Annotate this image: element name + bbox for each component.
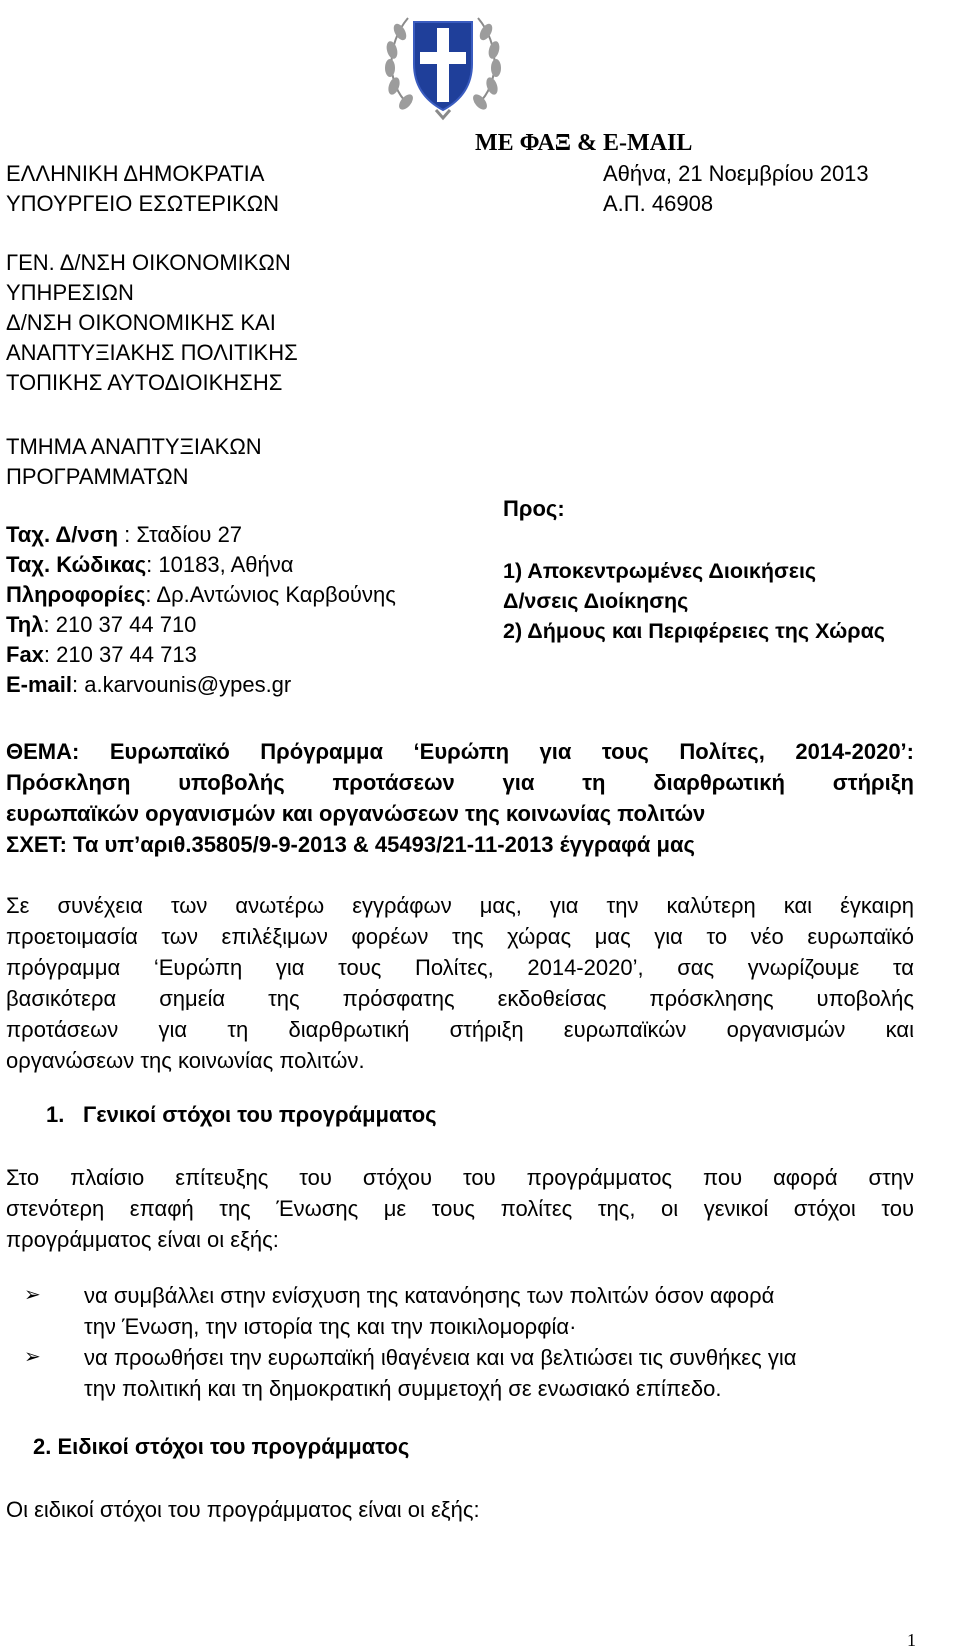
subject-reference: ΣΧΕΤ: Τα υπ’αριθ.35805/9-9-2013 & 45493/21-11-2013 έγγραφά μας [6, 832, 695, 857]
department-block [6, 248, 298, 398]
arrow-bullet-icon: ➢ [24, 1346, 41, 1368]
contact-email: E-mail: a.karvounis@ypes.gr [6, 672, 292, 697]
ministry-name: ΥΠΟΥΡΓΕΙΟ ΕΣΩΤΕΡΙΚΩΝ [6, 191, 280, 216]
bullet-text-line: να προωθήσει την ευρωπαϊκή ιθαγένεια και να βελτιώσει τις συνθήκες για [84, 1345, 797, 1370]
section1-paragraph [6, 1162, 914, 1255]
bullet-text-line: να συμβάλλει στην ενίσχυση της κατανόησης των πολιτών όσον αφορά [84, 1283, 775, 1308]
paragraph-line: προγράμματος είναι οι εξής: [6, 1227, 279, 1252]
contact-address: Ταχ. Δ/νση : Σταδίου 27 [6, 522, 243, 547]
bullet-text-line: την Ένωση, την ιστορία της και την ποικιλομορφία· [84, 1314, 577, 1339]
department-line: ΑΝΑΠΤΥΞΙΑΚΗΣ ΠΟΛΙΤΙΚΗΣ [6, 340, 298, 365]
section-line: ΠΡΟΓΡΑΜΜΑΤΩΝ [6, 464, 189, 489]
paragraph-line: οργανώσεων της κοινωνίας πολιτών. [6, 1048, 365, 1073]
contact-postcode: Ταχ. Κώδικας: 10183, Αθήνα [6, 552, 294, 577]
document-date: Αθήνα, 21 Νοεμβρίου 2013 [603, 161, 869, 186]
country-name: ΕΛΛΗΝΙΚΗ ΔΗΜΟΚΡΑΤΙΑ [6, 161, 265, 186]
subject-line: ΘΕΜΑ: Ευρωπαϊκό Πρόγραμμα ‘Ευρώπη για τους Πολίτες, 2014-2020’: [6, 739, 914, 764]
subject-line: Πρόσκληση υποβολής προτάσεων για τη διαρθρωτική στήριξη [6, 770, 914, 795]
fax-email-notice: ΜΕ ΦΑΞ & E-MAIL [475, 130, 693, 156]
arrow-bullet-icon: ➢ [24, 1284, 41, 1306]
paragraph-line: Σε συνέχεια των ανωτέρω εγγράφων μας, για την καλύτερη και έγκαιρη [6, 893, 914, 918]
department-line: ΥΠΗΡΕΣΙΩΝ [6, 280, 134, 305]
department-line: ΤΟΠΙΚΗΣ ΑΥΤΟΔΙΟΙΚΗΣΗΣ [6, 370, 283, 395]
contact-info-person: Πληροφορίες: Δρ.Αντώνιος Καρβούνης [6, 582, 396, 607]
section-line: ΤΜΗΜΑ ΑΝΑΠΤΥΞΙΑΚΩΝ [6, 434, 262, 459]
bullet-text-line: την πολιτική και τη δημοκρατική συμμετοχή σε ενωσιακό επίπεδο. [84, 1376, 722, 1401]
recipient-line: Δ/νσεις Διοίκησης [503, 589, 689, 613]
recipient-line: 2) Δήμους και Περιφέρειες της Χώρας [503, 619, 885, 643]
page-number: 1 [907, 1630, 916, 1650]
bullet-item [24, 1342, 914, 1404]
section2-heading: 2. Ειδικοί στόχοι του προγράμματος [33, 1434, 410, 1459]
paragraph-line: προετοιμασία των επιλέξιμων φορέων της χώρας μας για το νέο ευρωπαϊκό [6, 924, 914, 949]
contact-fax: Fax: 210 37 44 713 [6, 642, 197, 667]
paragraph-line: στενότερη επαφή της Ένωσης με τους πολίτες της, οι γενικοί στόχοι του [6, 1196, 914, 1221]
protocol-number: Α.Π. 46908 [603, 191, 714, 216]
intro-paragraph [6, 890, 914, 1076]
greek-coat-of-arms-emblem [378, 4, 508, 122]
subject-block [6, 736, 914, 860]
paragraph-line: Στο πλαίσιο επίτευξης του στόχου του προγράμματος που αφορά στην [6, 1165, 914, 1190]
department-line: ΓΕΝ. Δ/ΝΣΗ ΟΙΚΟΝΟΜΙΚΩΝ [6, 250, 291, 275]
recipients-title: Προς: [503, 496, 565, 521]
section-block [6, 432, 262, 492]
contact-block [6, 520, 396, 700]
recipient-line: 1) Αποκεντρωμένες Διοικήσεις [503, 559, 817, 583]
section2-paragraph: Οι ειδικοί στόχοι του προγράμματος είναι οι εξής: [6, 1497, 480, 1522]
department-line: Δ/ΝΣΗ ΟΙΚΟΝΟΜΙΚΗΣ ΚΑΙ [6, 310, 276, 335]
bullet-item [24, 1280, 914, 1342]
paragraph-line: βασικότερα σημεία της πρόσφατης εκδοθείσας πρόσκλησης υποβολής [6, 986, 914, 1011]
paragraph-line: προτάσεων για τη διαρθρωτική στήριξη ευρωπαϊκών οργανισμών και [6, 1017, 914, 1042]
subject-line: ευρωπαϊκών οργανισμών και οργανώσεων της κοινωνίας πολιτών [6, 801, 706, 826]
section1-number: 1. [46, 1102, 65, 1127]
paragraph-line: πρόγραμμα ‘Ευρώπη για τους Πολίτες, 2014-2020’, σας γνωρίζουμε τα [6, 955, 914, 980]
contact-phone: Τηλ: 210 37 44 710 [6, 612, 197, 637]
section1-heading: Γενικοί στόχοι του προγράμματος [83, 1102, 437, 1127]
recipients-block [503, 556, 885, 646]
